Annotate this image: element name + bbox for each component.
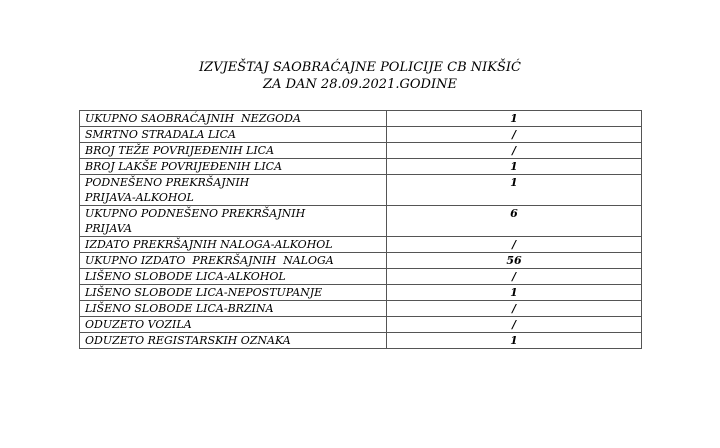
table-row bbox=[80, 206, 642, 237]
table-row bbox=[80, 175, 642, 206]
row-label: LIŠENO SLOBODE LICA-ALKOHOL bbox=[80, 269, 387, 285]
row-label: LIŠENO SLOBODE LICA-NEPOSTUPANJE bbox=[80, 285, 387, 301]
table-row bbox=[80, 159, 642, 175]
row-value: / bbox=[387, 269, 642, 285]
row-label: BROJ TEŽE POVRIJEĐENIH LICA bbox=[80, 143, 387, 159]
table-row bbox=[80, 143, 642, 159]
table-row bbox=[80, 269, 642, 285]
row-label: BROJ LAKŠE POVRIJEĐENIH LICA bbox=[80, 159, 387, 175]
row-value: 1 bbox=[387, 333, 642, 349]
table-row bbox=[80, 285, 642, 301]
row-value: / bbox=[387, 301, 642, 317]
row-label: ODUZETO VOZILA bbox=[80, 317, 387, 333]
table-row bbox=[80, 253, 642, 269]
table-row bbox=[80, 127, 642, 143]
row-value: 6 bbox=[387, 206, 642, 237]
table-row bbox=[80, 237, 642, 253]
row-label: SMRTNO STRADALA LICA bbox=[80, 127, 387, 143]
row-value: / bbox=[387, 317, 642, 333]
row-value: / bbox=[387, 127, 642, 143]
row-label: UKUPNO PODNEŠENO PREKRŠAJNIH PRIJAVA bbox=[80, 206, 387, 237]
row-label: UKUPNO IZDATO PREKRŠAJNIH NALOGA bbox=[80, 253, 387, 269]
row-value: 1 bbox=[387, 111, 642, 127]
table-row bbox=[80, 317, 642, 333]
report-table bbox=[79, 110, 642, 349]
row-label: LIŠENO SLOBODE LICA-BRZINA bbox=[80, 301, 387, 317]
row-label: UKUPNO SAOBRAĆAJNIH NEZGODA bbox=[80, 111, 387, 127]
report-title: IZVJEŠTAJ SAOBRAĆAJNE POLICIJE CB NIKŠIĆ bbox=[198, 60, 521, 75]
row-label: ODUZETO REGISTARSKIH OZNAKA bbox=[80, 333, 387, 349]
row-label: IZDATO PREKRŠAJNIH NALOGA-ALKOHOL bbox=[80, 237, 387, 253]
row-value: 1 bbox=[387, 175, 642, 206]
report-date: ZA DAN 28.09.2021.GODINE bbox=[263, 77, 457, 92]
row-value: 1 bbox=[387, 159, 642, 175]
row-label: PODNEŠENO PREKRŠAJNIH PRIJAVA-ALKOHOL bbox=[80, 175, 387, 206]
row-value: / bbox=[387, 143, 642, 159]
row-value: 1 bbox=[387, 285, 642, 301]
row-value: 56 bbox=[387, 253, 642, 269]
table-row bbox=[80, 333, 642, 349]
table-row bbox=[80, 301, 642, 317]
table-row bbox=[80, 111, 642, 127]
row-value: / bbox=[387, 237, 642, 253]
